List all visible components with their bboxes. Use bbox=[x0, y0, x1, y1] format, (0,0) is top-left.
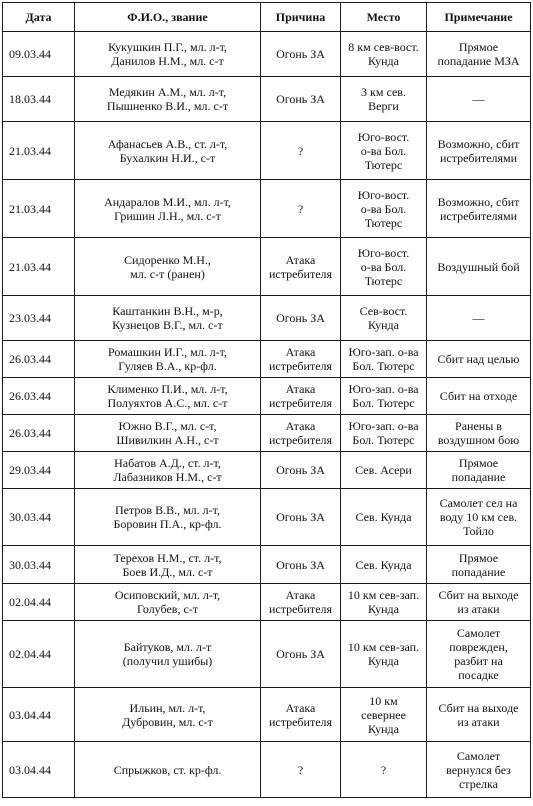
cell-line: попадание МЗА bbox=[437, 54, 520, 68]
cell-line: поврежден, bbox=[449, 640, 508, 654]
cell-line: Кунда bbox=[368, 602, 399, 616]
cell-line: Андаралов М.И., мл. л-т, bbox=[104, 194, 231, 209]
cell-line: Кунда bbox=[368, 318, 399, 332]
cell-line: посадке bbox=[458, 668, 499, 682]
cell-line: о-ва Бол. bbox=[360, 143, 407, 158]
header-name-rank: Ф.И.О., звание bbox=[75, 3, 261, 32]
cell-line: Тютерс bbox=[364, 157, 403, 172]
losses-table bbox=[2, 2, 531, 798]
cell-line: Кунда bbox=[368, 54, 399, 68]
cell-name-rank bbox=[75, 378, 261, 415]
cell-line: Осиповский, мл. л-т, bbox=[114, 588, 221, 602]
cell-cause bbox=[261, 296, 341, 341]
cell-note bbox=[427, 238, 531, 296]
cell-line: Сидоренко М.Н., bbox=[124, 252, 211, 267]
cell-line: Кузнецов В.Г., мл. с-т bbox=[112, 318, 223, 332]
cell-line: истребителя bbox=[268, 396, 333, 410]
cell-note bbox=[427, 546, 531, 584]
cell-date: 02.04.44 bbox=[3, 584, 75, 621]
cell-line: Афанасьев А.В., ст. л-т, bbox=[107, 136, 228, 151]
cell-line: 10 км сев-зап. bbox=[347, 640, 420, 654]
table-row bbox=[3, 32, 531, 77]
cell-line: Данилов Н.М., мл. с-т bbox=[111, 54, 224, 68]
cell-line: Сев. Асери bbox=[355, 463, 412, 477]
cell-line: Бол. Тютерс bbox=[352, 359, 415, 373]
cell-line: Клименко П.И., мл. л-т, bbox=[107, 382, 228, 396]
cell-line: Огонь ЗА bbox=[276, 311, 325, 325]
cell-line: из атаки bbox=[457, 714, 500, 729]
cell-name-rank bbox=[75, 584, 261, 621]
cell-line: вернулся без bbox=[446, 762, 511, 777]
table-row bbox=[3, 296, 531, 341]
cell-name-rank bbox=[75, 415, 261, 452]
cell-place bbox=[341, 452, 427, 489]
cell-note bbox=[427, 688, 531, 742]
cell-line: Сбит над целью bbox=[437, 352, 520, 366]
cell-name-rank bbox=[75, 77, 261, 122]
cell-date: 30.03.44 bbox=[3, 546, 75, 584]
cell-place bbox=[341, 742, 427, 798]
cell-line: Сев-вост. bbox=[359, 304, 408, 318]
cell-line: 10 км сев-зап. bbox=[347, 588, 420, 602]
table-row bbox=[3, 546, 531, 584]
cell-note bbox=[427, 378, 531, 415]
cell-date: 09.03.44 bbox=[3, 32, 75, 77]
cell-name-rank bbox=[75, 742, 261, 798]
cell-line: Самолет bbox=[456, 748, 501, 763]
cell-place bbox=[341, 341, 427, 378]
cell-date: 03.04.44 bbox=[3, 688, 75, 742]
cell-line: Прямое bbox=[458, 40, 499, 54]
cell-line: Сбит на выходе bbox=[438, 588, 519, 602]
cell-cause bbox=[261, 621, 341, 688]
cell-line: воду 10 км сев. bbox=[439, 510, 518, 524]
cell-line: Сбит на отходе bbox=[439, 389, 518, 403]
cell-line: Юго-вост. bbox=[357, 187, 410, 202]
cell-line: ? bbox=[297, 201, 304, 216]
document-page bbox=[2, 2, 530, 798]
cell-note bbox=[427, 415, 531, 452]
header-row bbox=[3, 3, 531, 32]
cell-line: Огонь ЗА bbox=[276, 463, 325, 477]
cell-note bbox=[427, 122, 531, 180]
table-row bbox=[3, 688, 531, 742]
cell-date: 21.03.44 bbox=[3, 238, 75, 296]
cell-name-rank bbox=[75, 452, 261, 489]
cell-line: севернее bbox=[361, 707, 406, 722]
cell-line: разбит на bbox=[454, 654, 503, 668]
cell-line: Огонь ЗА bbox=[276, 92, 325, 106]
cell-name-rank bbox=[75, 296, 261, 341]
cell-line: Самолет сел на bbox=[439, 496, 518, 510]
table-row bbox=[3, 742, 531, 798]
table-row bbox=[3, 378, 531, 415]
header-place: Место bbox=[341, 3, 427, 32]
cell-line: Прямое bbox=[458, 550, 499, 565]
cell-line: Медякин А.М., мл. л-т, bbox=[108, 85, 227, 99]
cell-note bbox=[427, 180, 531, 238]
cell-cause bbox=[261, 489, 341, 546]
cell-line: Гуляев В.А., кр-фл. bbox=[118, 359, 217, 373]
cell-line: Кунда bbox=[368, 654, 399, 668]
cell-line: Прямое bbox=[458, 456, 499, 470]
cell-line: Юго-зап. о-ва bbox=[348, 345, 419, 359]
cell-line: Полуяхтов А.С., мл. с-т bbox=[107, 396, 228, 410]
cell-line: Сев. Кунда bbox=[355, 557, 412, 572]
cell-line: Атака bbox=[285, 252, 316, 267]
cell-line: Воздушный бой bbox=[437, 259, 520, 274]
cell-name-rank bbox=[75, 180, 261, 238]
cell-line: Голубев, с-т bbox=[136, 602, 199, 616]
cell-line: Огонь ЗА bbox=[276, 47, 325, 61]
table-row bbox=[3, 584, 531, 621]
cell-line: 8 км сев-вост. bbox=[348, 40, 419, 54]
cell-note bbox=[427, 77, 531, 122]
cell-line: Юго-зап. о-ва bbox=[348, 419, 419, 433]
cell-line: стрелка bbox=[458, 776, 498, 791]
cell-note bbox=[427, 32, 531, 77]
cell-place bbox=[341, 238, 427, 296]
cell-cause bbox=[261, 584, 341, 621]
cell-line: Спрыжков, ст. кр-фл. bbox=[113, 762, 222, 777]
cell-line: Бол. Тютерс bbox=[352, 433, 415, 447]
cell-line: Возможно, сбит bbox=[437, 136, 520, 151]
cell-line: Атака bbox=[285, 345, 316, 359]
cell-line: попадание bbox=[451, 564, 506, 579]
cell-place bbox=[341, 296, 427, 341]
header-cause: Причина bbox=[261, 3, 341, 32]
cell-line: Терехов Н.М., ст. л-т, bbox=[113, 550, 222, 565]
cell-line: ? bbox=[380, 762, 387, 777]
cell-cause bbox=[261, 32, 341, 77]
cell-line: Бол. Тютерс bbox=[352, 396, 415, 410]
table-row bbox=[3, 180, 531, 238]
cell-cause bbox=[261, 452, 341, 489]
cell-line: Тойло bbox=[463, 524, 494, 538]
cell-line: Шивилкин А.Н., с-т bbox=[116, 433, 219, 447]
cell-cause bbox=[261, 415, 341, 452]
cell-line: попадание bbox=[451, 470, 506, 484]
cell-note bbox=[427, 742, 531, 798]
cell-date: 02.04.44 bbox=[3, 621, 75, 688]
cell-place bbox=[341, 546, 427, 584]
cell-name-rank bbox=[75, 238, 261, 296]
header-note: Примечание bbox=[427, 3, 531, 32]
cell-line: о-ва Бол. bbox=[360, 201, 407, 216]
cell-line: Лабазников Н.М., с-т bbox=[113, 470, 222, 484]
cell-line: истребителя bbox=[268, 359, 333, 373]
cell-place bbox=[341, 32, 427, 77]
table-row bbox=[3, 77, 531, 122]
cell-date: 21.03.44 bbox=[3, 180, 75, 238]
cell-line: ? bbox=[297, 762, 304, 777]
cell-name-rank bbox=[75, 688, 261, 742]
cell-cause bbox=[261, 341, 341, 378]
cell-line: Верги bbox=[368, 99, 399, 113]
cell-place bbox=[341, 415, 427, 452]
cell-date: 03.04.44 bbox=[3, 742, 75, 798]
cell-line: Огонь ЗА bbox=[276, 510, 325, 524]
cell-line: Юго-вост. bbox=[357, 245, 410, 260]
table-body bbox=[3, 32, 531, 798]
cell-line: Боев И.Д., мл. с-т bbox=[122, 564, 213, 579]
cell-line: Кукушкин П.Г., мл. л-т, bbox=[108, 40, 227, 54]
cell-line: Бухалкин Н.И., с-т bbox=[119, 150, 216, 165]
cell-cause bbox=[261, 77, 341, 122]
cell-cause bbox=[261, 180, 341, 238]
cell-cause bbox=[261, 546, 341, 584]
cell-place bbox=[341, 378, 427, 415]
cell-line: Гришин Л.Н., мл. с-т bbox=[114, 208, 221, 223]
cell-line: истребителя bbox=[268, 266, 333, 281]
cell-date: 21.03.44 bbox=[3, 122, 75, 180]
cell-line: истребителя bbox=[268, 602, 333, 616]
cell-place bbox=[341, 688, 427, 742]
cell-line: Юго-зап. о-ва bbox=[348, 382, 419, 396]
cell-date: 30.03.44 bbox=[3, 489, 75, 546]
cell-note bbox=[427, 341, 531, 378]
cell-note bbox=[427, 489, 531, 546]
cell-line: Кунда bbox=[368, 721, 399, 736]
cell-line: Дубровин, мл. с-т bbox=[122, 714, 213, 729]
table-row bbox=[3, 238, 531, 296]
cell-line: ? bbox=[297, 143, 304, 158]
table-row bbox=[3, 621, 531, 688]
cell-line: истребителя bbox=[268, 433, 333, 447]
cell-line: из атаки bbox=[457, 602, 500, 616]
cell-name-rank bbox=[75, 621, 261, 688]
cell-line: Сев. Кунда bbox=[355, 510, 412, 524]
cell-date: 23.03.44 bbox=[3, 296, 75, 341]
cell-line: (получил ушибы) bbox=[122, 654, 213, 668]
cell-line: воздушном бою bbox=[437, 433, 520, 447]
cell-cause bbox=[261, 688, 341, 742]
cell-line: Ранены в bbox=[455, 419, 502, 433]
cell-cause bbox=[261, 378, 341, 415]
table-row bbox=[3, 415, 531, 452]
cell-name-rank bbox=[75, 341, 261, 378]
cell-name-rank bbox=[75, 546, 261, 584]
cell-line: мл. с-т (ранен) bbox=[130, 266, 205, 281]
table-row bbox=[3, 341, 531, 378]
cell-line: Юго-вост. bbox=[357, 129, 410, 144]
cell-date: 29.03.44 bbox=[3, 452, 75, 489]
cell-line: Самолет bbox=[456, 626, 501, 640]
cell-cause bbox=[261, 742, 341, 798]
cell-line: Южно В.Г., мл. с-т, bbox=[118, 419, 217, 433]
cell-place bbox=[341, 180, 427, 238]
cell-place bbox=[341, 621, 427, 688]
cell-line: Ромашкин И.Г., мл. л-т, bbox=[107, 345, 228, 359]
cell-date: 26.03.44 bbox=[3, 378, 75, 415]
cell-place bbox=[341, 489, 427, 546]
cell-line: Пышненко В.И., мл. с-т bbox=[106, 99, 229, 113]
cell-date: 18.03.44 bbox=[3, 77, 75, 122]
table-row bbox=[3, 489, 531, 546]
cell-line: Петров В.В., мл. л-т, bbox=[115, 503, 220, 517]
table-row bbox=[3, 452, 531, 489]
cell-line: Байтуков, мл. л-т bbox=[123, 640, 212, 654]
cell-date: 26.03.44 bbox=[3, 415, 75, 452]
cell-line: Ильин, мл. л-т, bbox=[129, 700, 206, 715]
cell-line: Сбит на выходе bbox=[438, 700, 519, 715]
header-date: Дата bbox=[3, 3, 75, 32]
cell-line: Огонь ЗА bbox=[276, 647, 325, 661]
cell-line: Атака bbox=[285, 588, 316, 602]
cell-line: Возможно, сбит bbox=[437, 194, 520, 209]
cell-place bbox=[341, 77, 427, 122]
cell-name-rank bbox=[75, 489, 261, 546]
cell-place bbox=[341, 584, 427, 621]
cell-line: истребителями bbox=[439, 208, 518, 223]
cell-line: Каштанкин В.Н., м-р, bbox=[112, 304, 223, 318]
cell-name-rank bbox=[75, 32, 261, 77]
cell-place bbox=[341, 122, 427, 180]
cell-line: Боровин П.А., кр-фл. bbox=[113, 517, 222, 531]
cell-line: 10 км bbox=[369, 693, 398, 708]
cell-line: Огонь ЗА bbox=[276, 557, 325, 572]
cell-line: — bbox=[472, 311, 485, 325]
table-row bbox=[3, 122, 531, 180]
cell-cause bbox=[261, 238, 341, 296]
cell-line: — bbox=[472, 92, 485, 106]
cell-line: Атака bbox=[285, 419, 316, 433]
cell-line: Тютерс bbox=[364, 273, 403, 288]
cell-line: Атака bbox=[285, 382, 316, 396]
cell-line: 3 км сев. bbox=[361, 85, 406, 99]
cell-note bbox=[427, 621, 531, 688]
cell-cause bbox=[261, 122, 341, 180]
cell-name-rank bbox=[75, 122, 261, 180]
cell-note bbox=[427, 584, 531, 621]
cell-line: Атака bbox=[285, 700, 316, 715]
cell-line: истребителями bbox=[439, 150, 518, 165]
cell-note bbox=[427, 452, 531, 489]
cell-line: Тютерс bbox=[364, 215, 403, 230]
cell-line: Набатов А.Д., ст. л-т, bbox=[114, 456, 221, 470]
cell-note bbox=[427, 296, 531, 341]
cell-line: о-ва Бол. bbox=[360, 259, 407, 274]
cell-line: истребителя bbox=[268, 714, 333, 729]
cell-date: 26.03.44 bbox=[3, 341, 75, 378]
